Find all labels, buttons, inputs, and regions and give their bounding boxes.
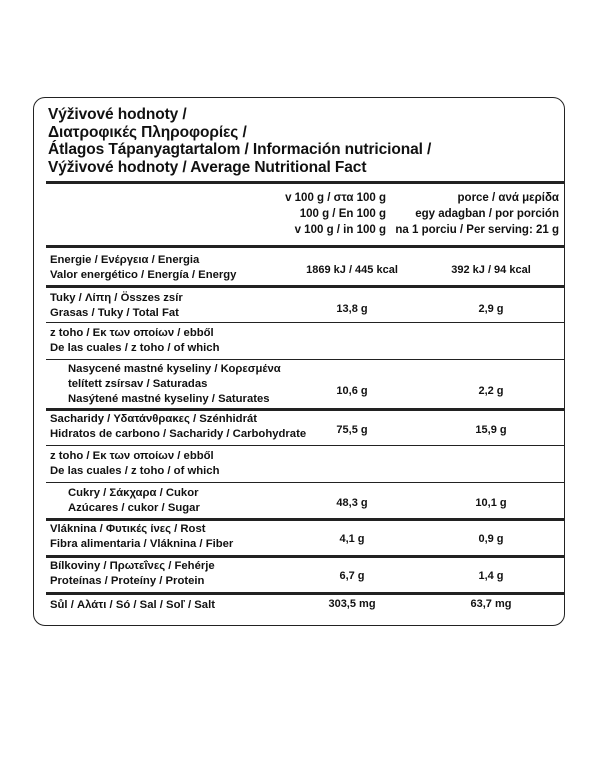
serving-header-line: porce / ανά μερίδα	[457, 192, 559, 204]
row-label-carbohydrate	[50, 412, 306, 442]
fat-serving: 2,9 g	[478, 303, 504, 315]
label-line: Nasýtené mastné kyseliny / Saturates	[68, 393, 270, 405]
row-label-of-which	[50, 326, 220, 356]
energy-serving: 392 kJ / 94 kcal	[451, 264, 531, 276]
label-line: Hidratos de carbono / Sacharidy / Carbohydrate	[50, 428, 307, 440]
row-label-energy	[50, 253, 236, 283]
fiber-serving: 0,9 g	[478, 533, 504, 545]
nutrition-panel	[33, 97, 565, 626]
carbohydrate-per100: 75,5 g	[336, 424, 368, 436]
row-label-protein	[50, 559, 215, 589]
label-line: Azúcares / cukor / Sugar	[68, 502, 200, 514]
energy-per100: 1869 kJ / 445 kcal	[306, 264, 398, 276]
label-line: Sacharidy / Υδατάνθρακες / Szénhidrát	[50, 413, 258, 425]
fiber-per100: 4,1 g	[339, 533, 365, 545]
row-divider	[46, 555, 564, 558]
label-line: Tuky / Λίπη / Összes zsír	[50, 292, 183, 304]
header-divider	[46, 245, 564, 248]
row-divider	[46, 482, 564, 483]
protein-serving: 1,4 g	[478, 570, 504, 582]
label-line: Proteínas / Proteíny / Protein	[50, 575, 205, 587]
per100-header-line: v 100 g / στα 100 g	[285, 192, 386, 204]
per100-header	[285, 190, 386, 238]
sugar-serving: 10,1 g	[475, 497, 507, 509]
serving-header-line: egy adagban / por porción	[415, 208, 559, 220]
label-line: Grasas / Tuky / Total Fat	[50, 307, 179, 319]
salt-serving: 63,7 mg	[470, 598, 512, 610]
label-line: z toho / Εκ των οποίων / ebből	[50, 450, 214, 462]
saturates-serving: 2,2 g	[478, 385, 504, 397]
row-divider	[46, 445, 564, 446]
serving-header-line: na 1 porciu / Per serving: 21 g	[395, 224, 559, 236]
label-line: Cukry / Σάκχαρα / Cukor	[68, 487, 199, 499]
label-line: Valor energético / Energía / Energy	[50, 269, 237, 281]
row-divider	[46, 518, 564, 521]
label-line: Fibra alimentaria / Vláknina / Fiber	[50, 538, 234, 550]
salt-per100: 303,5 mg	[328, 598, 376, 610]
label-line: Sůl / Αλάτι / Só / Sal / Soľ / Salt	[50, 599, 215, 611]
row-label-of-which	[50, 449, 220, 479]
fat-per100: 13,8 g	[336, 303, 368, 315]
label-line: telített zsírsav / Saturadas	[68, 378, 208, 390]
row-divider	[46, 408, 564, 411]
nutrition-title	[48, 106, 431, 176]
title-line: Átlagos Tápanyagtartalom / Información nutricional /	[48, 141, 432, 158]
row-label-salt	[50, 598, 215, 613]
title-line: Výživové hodnoty /	[48, 106, 187, 123]
label-line: z toho / Εκ των οποίων / ebből	[50, 327, 214, 339]
label-line: De las cuales / z toho / of which	[50, 465, 220, 477]
row-divider	[46, 285, 564, 288]
row-label-fiber	[50, 522, 233, 552]
per100-header-line: 100 g / En 100 g	[299, 208, 386, 220]
serving-header	[395, 190, 559, 238]
label-line: Vláknina / Φυτικές ίνες / Rost	[50, 523, 206, 535]
per100-header-line: v 100 g / in 100 g	[294, 224, 386, 236]
label-line: Bílkoviny / Πρωτεΐνες / Fehérje	[50, 560, 215, 572]
label-line: Nasycené mastné kyseliny / Κορεσμένα	[68, 363, 281, 375]
row-divider	[46, 322, 564, 323]
sugar-per100: 48,3 g	[336, 497, 368, 509]
title-line: Διατροφικές Πληροφορίες /	[48, 123, 247, 141]
carbohydrate-serving: 15,9 g	[475, 424, 507, 436]
title-line: Výživové hodnoty / Average Nutritional Fact	[48, 158, 367, 176]
protein-per100: 6,7 g	[339, 570, 365, 582]
row-label-saturates	[68, 362, 281, 407]
row-label-sugar	[68, 486, 200, 516]
label-line: De las cuales / z toho / of which	[50, 342, 220, 354]
row-divider	[46, 359, 564, 360]
title-divider	[46, 181, 564, 184]
saturates-per100: 10,6 g	[336, 385, 368, 397]
label-line: Energie / Ενέργεια / Energia	[50, 254, 200, 266]
row-divider	[46, 592, 564, 595]
row-label-fat	[50, 291, 183, 321]
